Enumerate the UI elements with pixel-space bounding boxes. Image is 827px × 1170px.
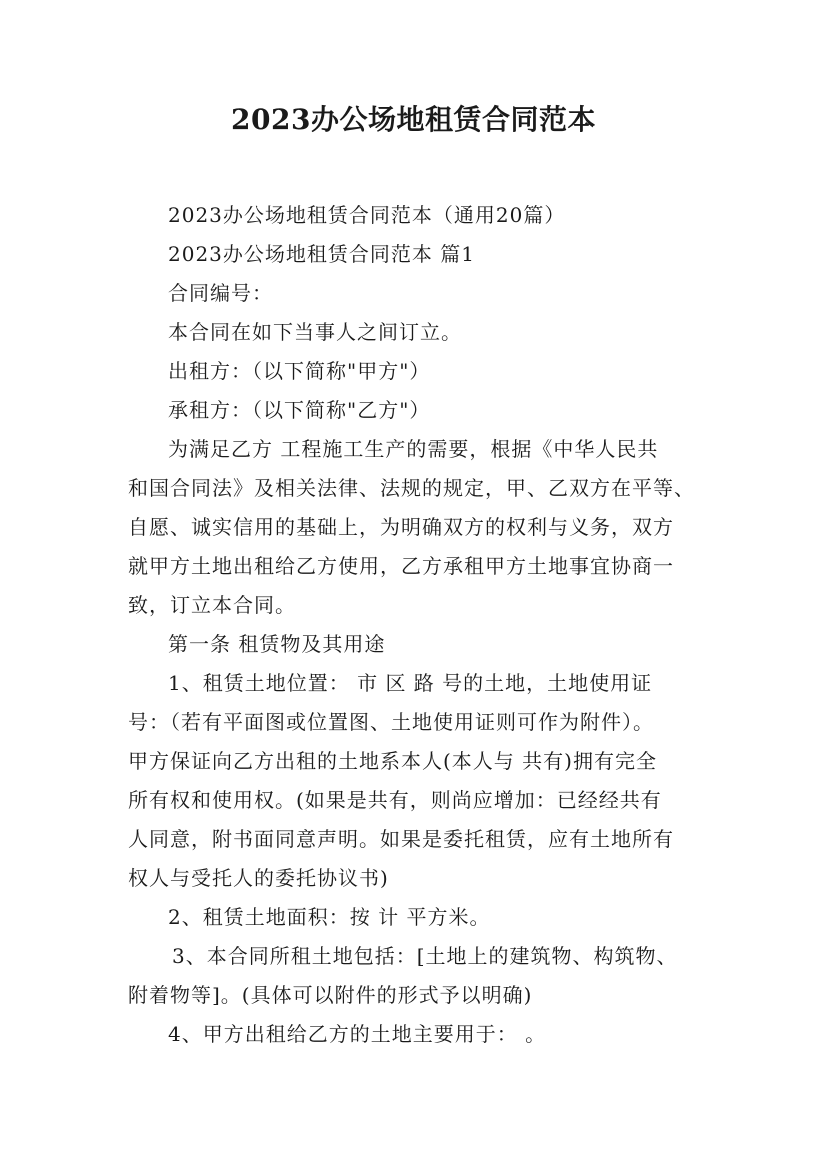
document-body [128, 196, 708, 1054]
paragraph-line: 和国合同法》及相关法律、法规的规定，甲、乙双方在平等、 [128, 476, 695, 500]
paragraph-line: 甲方保证向乙方出租的土地系本人(本人与 共有)拥有完全 [128, 749, 657, 773]
paragraph-line: 2、租赁土地面积：按 计 平方米。 [168, 905, 491, 929]
paragraph-line: 4、甲方出租给乙方的土地主要用于： 。 [168, 1022, 547, 1046]
paragraph-line: 出租方：（以下简称"甲方"） [168, 359, 431, 383]
paragraph-line: 1、租赁土地位置： 市 区 路 号的土地，土地使用证 [168, 671, 653, 695]
paragraph-line: 权人与受托人的委托协议书) [128, 866, 389, 890]
paragraph-line: 3、本合同所租土地包括：[土地上的建筑物、构筑物、 [172, 944, 678, 968]
paragraph-line: 号：（若有平面图或位置图、土地使用证则可作为附件）。 [128, 710, 654, 734]
paragraph-line: 为满足乙方 工程施工生产的需要，根据《中华人民共 [168, 437, 659, 461]
paragraph-line: 2023办公场地租赁合同范本（通用20篇） [168, 203, 566, 227]
paragraph-line: 2023办公场地租赁合同范本 篇1 [168, 242, 475, 266]
paragraph-line: 就甲方土地出租给乙方使用，乙方承租甲方土地事宜协商一 [128, 554, 674, 578]
paragraph-line: 所有权和使用权。(如果是共有，则尚应增加：已经经共有 [128, 788, 662, 812]
paragraph-line: 附着物等]。(具体可以附件的形式予以明确) [128, 983, 533, 1007]
paragraph-line: 致，订立本合同。 [128, 593, 296, 617]
paragraph-line: 合同编号： [168, 281, 273, 305]
paragraph-line: 人同意，附书面同意声明。如果是委托租赁，应有土地所有 [128, 827, 674, 851]
paragraph-line: 自愿、诚实信用的基础上，为明确双方的权利与义务，双方 [128, 515, 674, 539]
paragraph-line: 承租方：（以下简称"乙方"） [168, 398, 431, 422]
document-title: 2023办公场地租赁合同范本 [231, 103, 596, 136]
paragraph-line: 本合同在如下当事人之间订立。 [168, 320, 462, 344]
paragraph-line: 第一条 租赁物及其用途 [168, 632, 386, 656]
